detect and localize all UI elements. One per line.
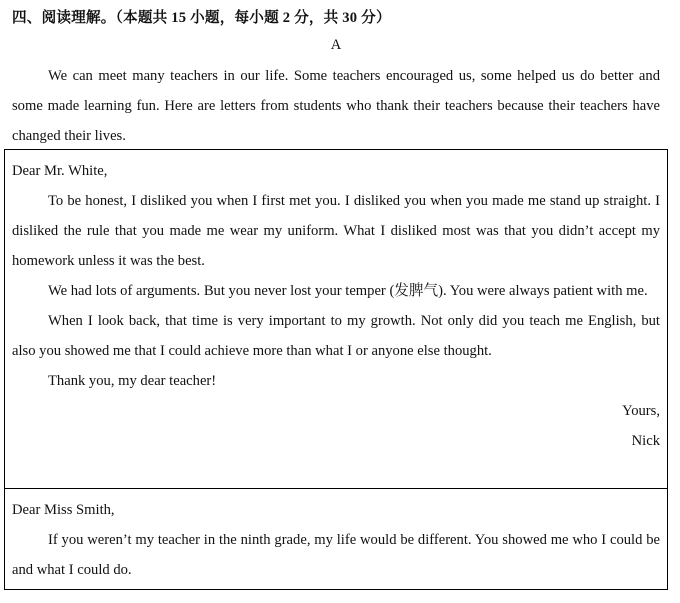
letter-box-miss-smith	[4, 488, 668, 590]
intro-paragraph: We can meet many teachers in our life. Some teachers encouraged us, some helped us do better and some made learning fun. Here are letters from students who thank their teachers because their teachers have changed their lives.	[12, 68, 660, 144]
letter-greeting: Dear Miss Smith,	[12, 502, 115, 518]
section-heading: 四、阅读理解。（本题共 15 小题，每小题 2 分，共 30 分）	[12, 10, 391, 26]
letter-paragraph: We had lots of arguments. But you never lost your temper (发脾气). You were always patient with me.	[48, 283, 648, 299]
letter-paragraph: If you weren’t my teacher in the ninth grade, my life would be different. You showed me who I could be and what I could do.	[12, 532, 660, 578]
letter-paragraph: Thank you, my dear teacher!	[48, 373, 217, 389]
letter-closing: Yours,	[622, 403, 660, 419]
passage-label: A	[330, 37, 342, 53]
letter-paragraph: When I look back, that time is very important to my growth. Not only did you teach me English, but also you showed me that I could achieve more than what I or anyone else thought.	[12, 313, 660, 359]
letter-paragraph: To be honest, I disliked you when I first met you. I disliked you when you made me stand up straight. I disliked the rule that you made me wear my uniform. What I disliked most was that you didn’t accept my homework unless it was the best.	[12, 193, 660, 269]
letter-signature: Nick	[631, 433, 660, 449]
letter-greeting: Dear Mr. White,	[12, 163, 108, 179]
letter-box-mr-white	[4, 149, 668, 489]
